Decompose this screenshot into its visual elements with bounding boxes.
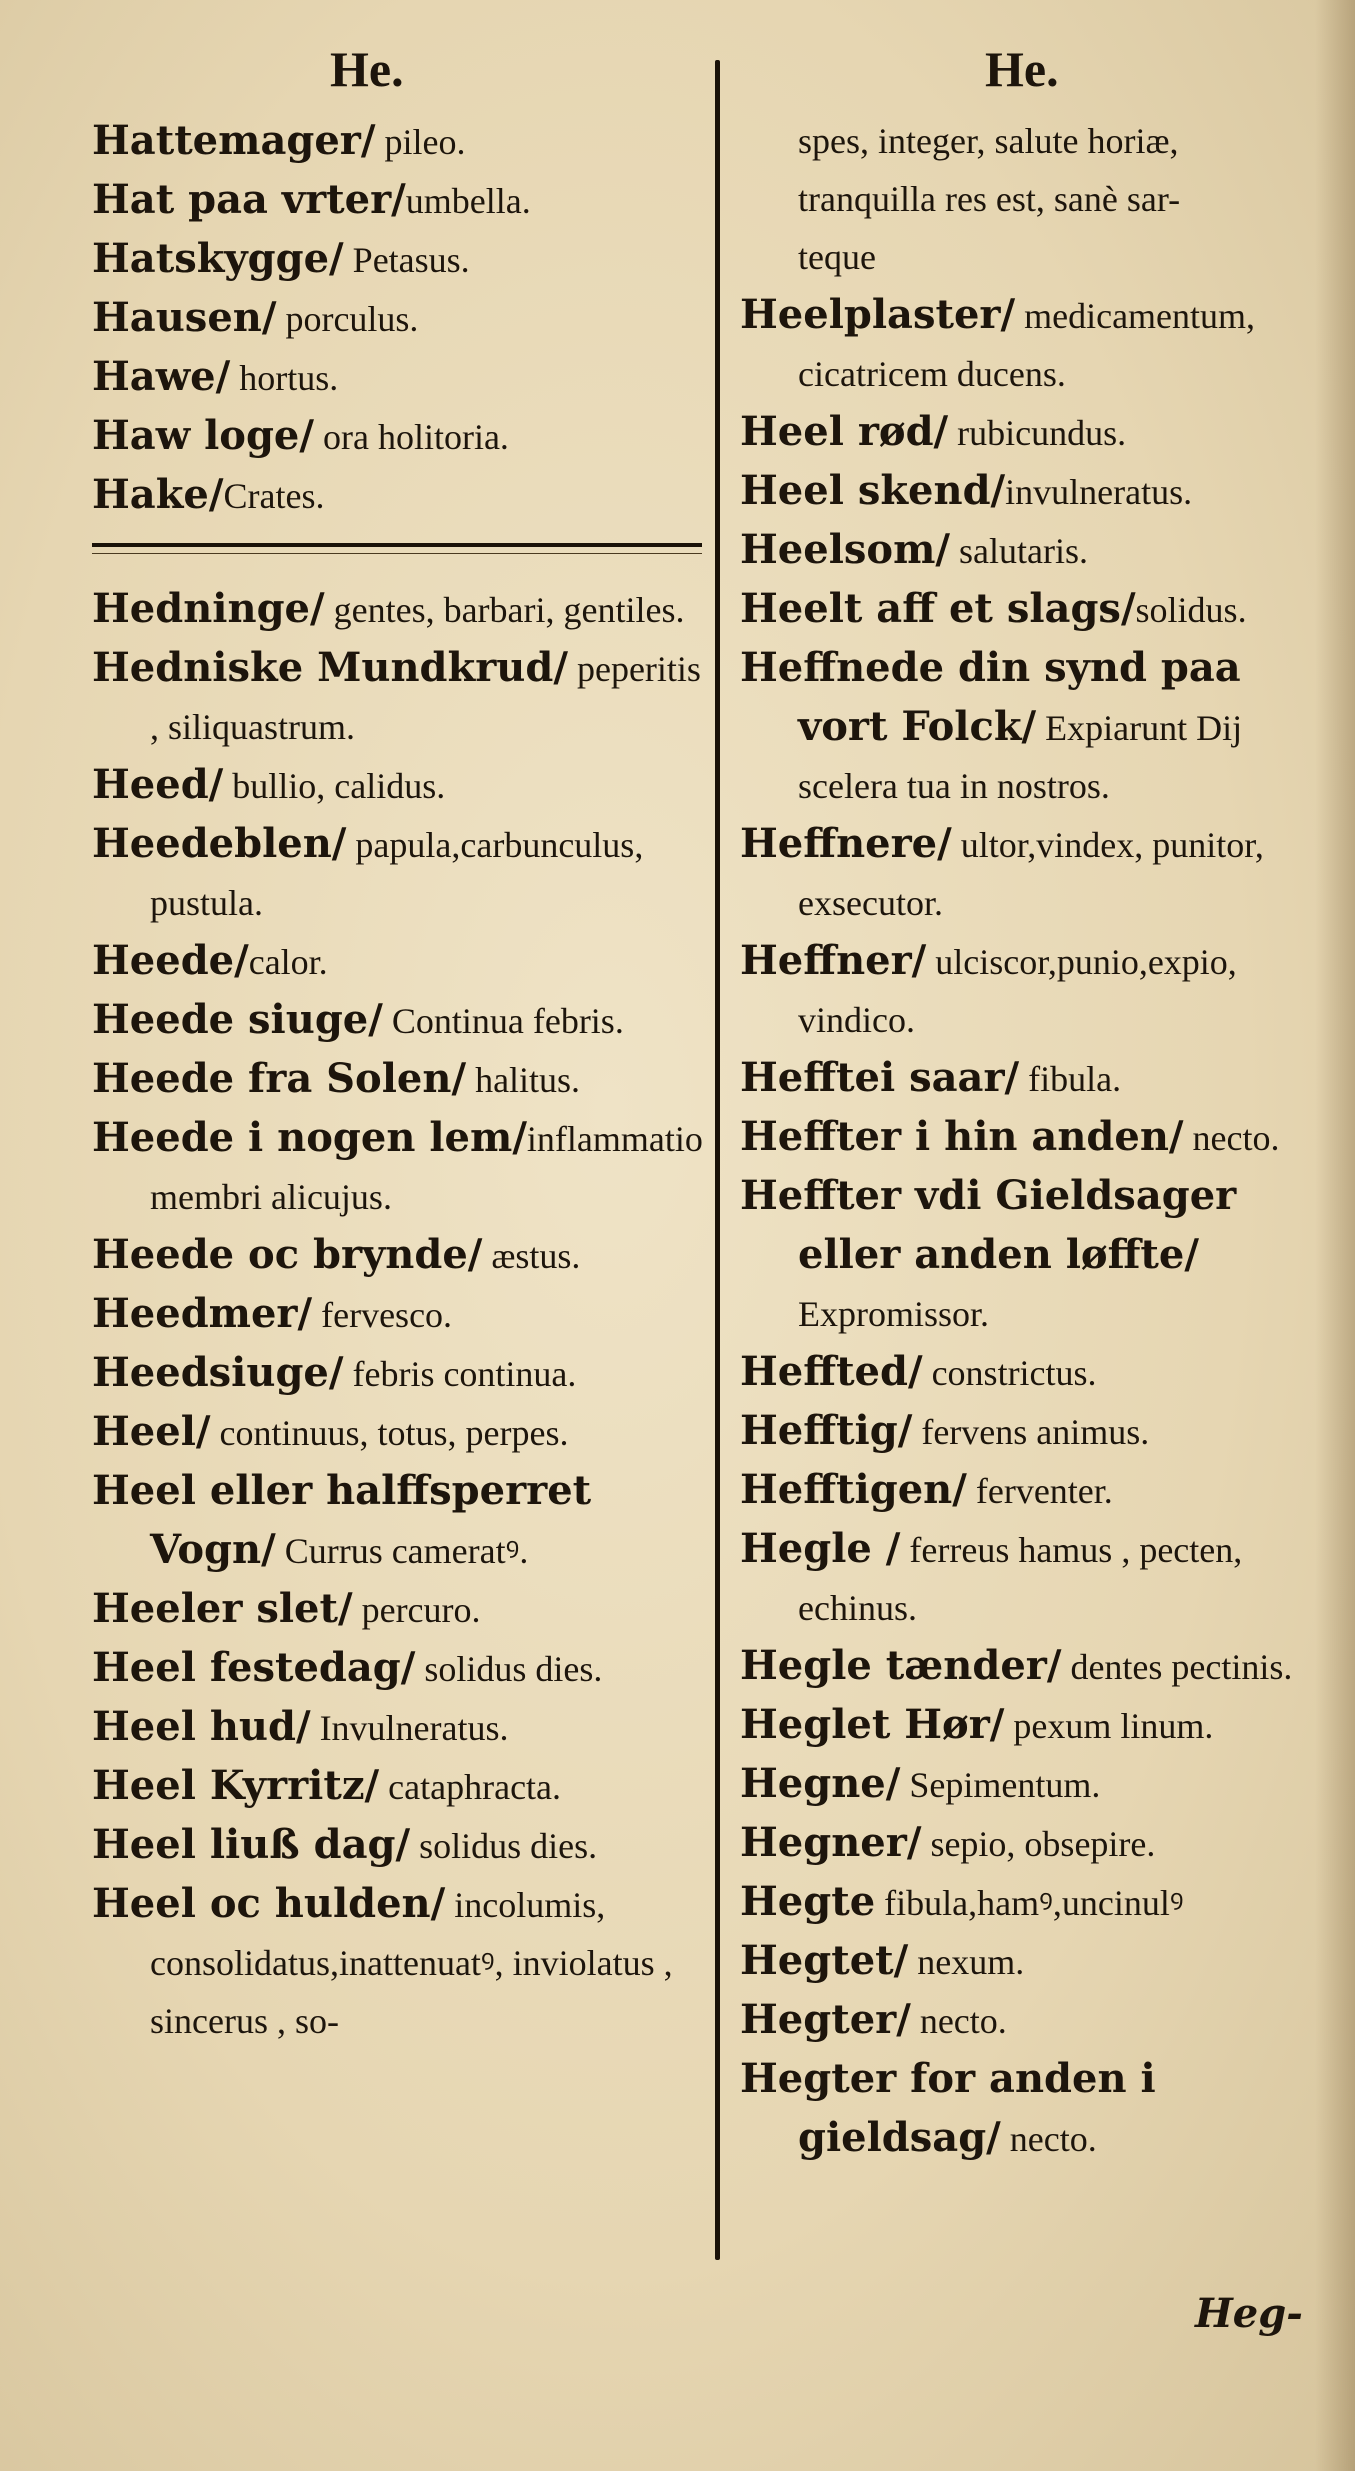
left-entries-lower [92,580,707,2050]
dictionary-entry [740,462,1330,521]
entry-gloss: ferreus hamus , pecten, echinus. [798,1530,1243,1628]
entry-headword: Heel hud/ [92,1703,311,1750]
entry-gloss: gentes, barbari, gentiles. [324,590,685,630]
entry-headword: Heglet Hør/ [740,1701,1005,1748]
dictionary-entry [92,1344,707,1403]
dictionary-entry [92,1462,707,1580]
dictionary-entry [740,1343,1330,1402]
entry-headword: Heffnere/ [740,820,952,867]
dictionary-entry [92,348,707,407]
entry-gloss: papula,carbunculus, pustula. [150,825,644,923]
entry-headword: Hegter/ [740,1996,911,2043]
entry-gloss: umbella. [405,181,531,221]
entry-gloss: rubicundus. [948,413,1127,453]
entry-gloss: Petasus. [343,240,470,280]
entry-gloss: percuro. [352,1590,481,1630]
entry-gloss: constrictus. [922,1353,1097,1393]
entry-headword: Hedniske Mundkrud/ [92,644,568,691]
dictionary-entry [740,1991,1330,2050]
entry-headword: Hatskygge/ [92,235,344,282]
dictionary-entry [92,171,707,230]
entry-gloss: incolumis, consolidatus,inattenuatꝰ, inviolatus , sincerus , so- [150,1885,673,2041]
entry-headword: Hefftig/ [740,1407,913,1454]
dictionary-entry [92,1109,707,1226]
entry-headword: Hat paa vrter/ [92,176,406,223]
dictionary-entry [740,1814,1330,1873]
entry-gloss: dentes pectinis. [1061,1647,1293,1687]
entry-gloss: solidus dies. [410,1826,598,1866]
entry-headword: Hegte [740,1878,876,1925]
dictionary-entry [92,1226,707,1285]
dictionary-entry [740,286,1330,403]
continuation-line: tranquilla res est, sanè sar- [798,179,1181,219]
dictionary-entry [740,639,1330,815]
entry-headword: Heffter i hin anden/ [740,1113,1184,1160]
entry-gloss: febris continua. [343,1354,577,1394]
entry-headword: Hegle tænder/ [740,1642,1062,1689]
entry-headword: Heffnede din synd paa vort Folck/ [740,644,1241,750]
dictionary-entry [740,1637,1330,1696]
running-head-left: He. [330,41,404,97]
entry-gloss: solidus. [1135,590,1247,630]
dictionary-entry [740,815,1330,932]
dictionary-entry [92,1698,707,1757]
entry-gloss: continuus, totus, perpes. [210,1413,569,1453]
right-entries [740,286,1330,2168]
dictionary-entry [92,1050,707,1109]
entry-headword: Heede oc brynde/ [92,1231,483,1278]
entry-headword: Heede fra Solen/ [92,1055,467,1102]
entry-headword: Heelsom/ [740,526,951,573]
section-rule [92,543,702,554]
entry-headword: Heedsiuge/ [92,1349,344,1396]
dictionary-entry [740,1520,1330,1637]
dictionary-entry [92,991,707,1050]
dictionary-entry [740,1755,1330,1814]
entry-headword: Heelplaster/ [740,291,1016,338]
entry-gloss: æstus. [482,1236,581,1276]
entry-headword: Haw loge/ [92,412,314,459]
entry-gloss: Invulneratus. [310,1708,509,1748]
dictionary-entry [740,1049,1330,1108]
entry-headword: Heel/ [92,1408,211,1455]
entry-gloss: fibula,hamꝰ,uncinulꝰ [875,1883,1184,1923]
entry-gloss: Currus cameratꝰ. [275,1531,529,1571]
entry-gloss: Expromissor. [798,1294,990,1334]
entry-headword: Heeler slet/ [92,1585,353,1632]
entry-gloss: cataphracta. [379,1767,562,1807]
entry-gloss: Crates. [223,476,325,516]
entry-gloss: fervens animus. [912,1412,1150,1452]
dictionary-entry [740,1167,1330,1343]
dictionary-entry [92,932,707,991]
entry-gloss: invulneratus. [1005,472,1193,512]
entry-gloss: sepio, obsepire. [921,1824,1156,1864]
entry-headword: Heedmer/ [92,1290,313,1337]
entry-headword: Heede i nogen lem/ [92,1114,527,1161]
entry-gloss: necto. [1000,2119,1097,2159]
entry-headword: Hattemager/ [92,117,376,164]
dictionary-entry [92,1757,707,1816]
dictionary-entry [92,1580,707,1639]
continuation-line: teque [798,237,876,277]
entry-headword: Heel oc hulden/ [92,1880,446,1927]
entry-gloss: halitus. [466,1060,581,1100]
dictionary-entry [740,2050,1330,2168]
entry-gloss: porculus. [276,299,419,339]
catchword: Heg- [1195,2290,1303,2337]
entry-headword: Heel eller halffsperret Vogn/ [92,1467,592,1573]
dictionary-entry [92,639,707,756]
entry-headword: Heelt aff et slags/ [740,585,1136,632]
entry-gloss: bullio, calidus. [223,766,446,806]
dictionary-entry [92,580,707,639]
dictionary-entry [740,580,1330,639]
left-column [92,112,707,2050]
dictionary-entry [740,932,1330,1049]
entry-gloss: medicamentum, cicatricem ducens. [798,296,1256,394]
entry-headword: Heede siuge/ [92,996,383,1043]
entry-headword: Hawe/ [92,353,231,400]
dictionary-entry [740,1696,1330,1755]
entry-gloss: pileo. [375,122,466,162]
dictionary-entry [92,230,707,289]
entry-headword: Heffter vdi Gieldsager eller anden løffte/ [740,1172,1237,1278]
running-head-right: He. [985,41,1059,97]
entry-gloss: necto. [910,2001,1007,2041]
entry-gloss: ferventer. [966,1471,1113,1511]
entry-gloss: fibula. [1019,1059,1122,1099]
entry-headword: Hegle / [740,1525,901,1572]
entry-headword: Heed/ [92,761,224,808]
dictionary-entry [92,112,707,171]
entry-headword: Heel Kyrritz/ [92,1762,380,1809]
dictionary-entry [92,1639,707,1698]
dictionary-entry [92,1403,707,1462]
dictionary-entry [92,1875,707,2050]
entry-headword: Hedninge/ [92,585,325,632]
dictionary-entry [92,756,707,815]
right-column [740,112,1330,2168]
continuation-line: spes, integer, salute horiæ, [798,121,1179,161]
right-continuation [740,112,1330,286]
dictionary-entry [740,1932,1330,1991]
entry-headword: Heffner/ [740,937,927,984]
entry-headword: Heel liuß dag/ [92,1821,411,1868]
column-rule [715,60,720,2260]
entry-gloss: Expiarunt Dij scelera tua in nostros. [798,708,1243,806]
entry-headword: Heede/ [92,937,249,984]
entry-gloss: salutaris. [950,531,1089,571]
dictionary-entry [740,1873,1330,1932]
dictionary-entry [92,407,707,466]
entry-headword: Heel skend/ [740,467,1006,514]
entry-headword: Hefftigen/ [740,1466,967,1513]
entry-gloss: ultor,vindex, punitor, exsecutor. [798,825,1264,923]
entry-headword: Heel festedag/ [92,1644,416,1691]
entry-gloss: necto. [1183,1118,1280,1158]
dictionary-entry [92,815,707,932]
dictionary-entry [740,521,1330,580]
entry-gloss: solidus dies. [415,1649,603,1689]
entry-gloss: fervesco. [312,1295,453,1335]
entry-gloss: hortus. [230,358,339,398]
entry-headword: Heel rød/ [740,408,949,455]
entry-headword: Hegtet/ [740,1937,909,1984]
entry-headword: Hegter for anden i gieldsag/ [740,2055,1156,2161]
entry-headword: Hake/ [92,471,224,518]
entry-gloss: Sepimentum. [900,1765,1101,1805]
entry-gloss: ora holitoria. [313,417,509,457]
entry-headword: Hegner/ [740,1819,922,1866]
entry-headword: Heedeblen/ [92,820,347,867]
dictionary-entry [740,1461,1330,1520]
entry-gloss: pexum linum. [1004,1706,1214,1746]
entry-gloss: ulciscor,punio,expio, vindico. [798,942,1237,1040]
dictionary-entry [92,289,707,348]
dictionary-entry [92,1816,707,1875]
entry-gloss: Continua febris. [382,1001,624,1041]
dictionary-entry [92,1285,707,1344]
dictionary-entry [740,403,1330,462]
entry-headword: Heffted/ [740,1348,923,1395]
left-entries-upper [92,112,707,525]
entry-gloss: nexum. [908,1942,1025,1982]
entry-gloss: calor. [248,942,328,982]
entry-headword: Hefftei saar/ [740,1054,1020,1101]
dictionary-entry [92,466,707,525]
dictionary-entry [740,1402,1330,1461]
entry-headword: Hegne/ [740,1760,901,1807]
entry-gloss: peperitis , siliquastrum. [150,649,701,747]
entry-gloss: inflammatio membri alicujus. [150,1119,703,1217]
entry-headword: Hausen/ [92,294,277,341]
dictionary-entry [740,1108,1330,1167]
